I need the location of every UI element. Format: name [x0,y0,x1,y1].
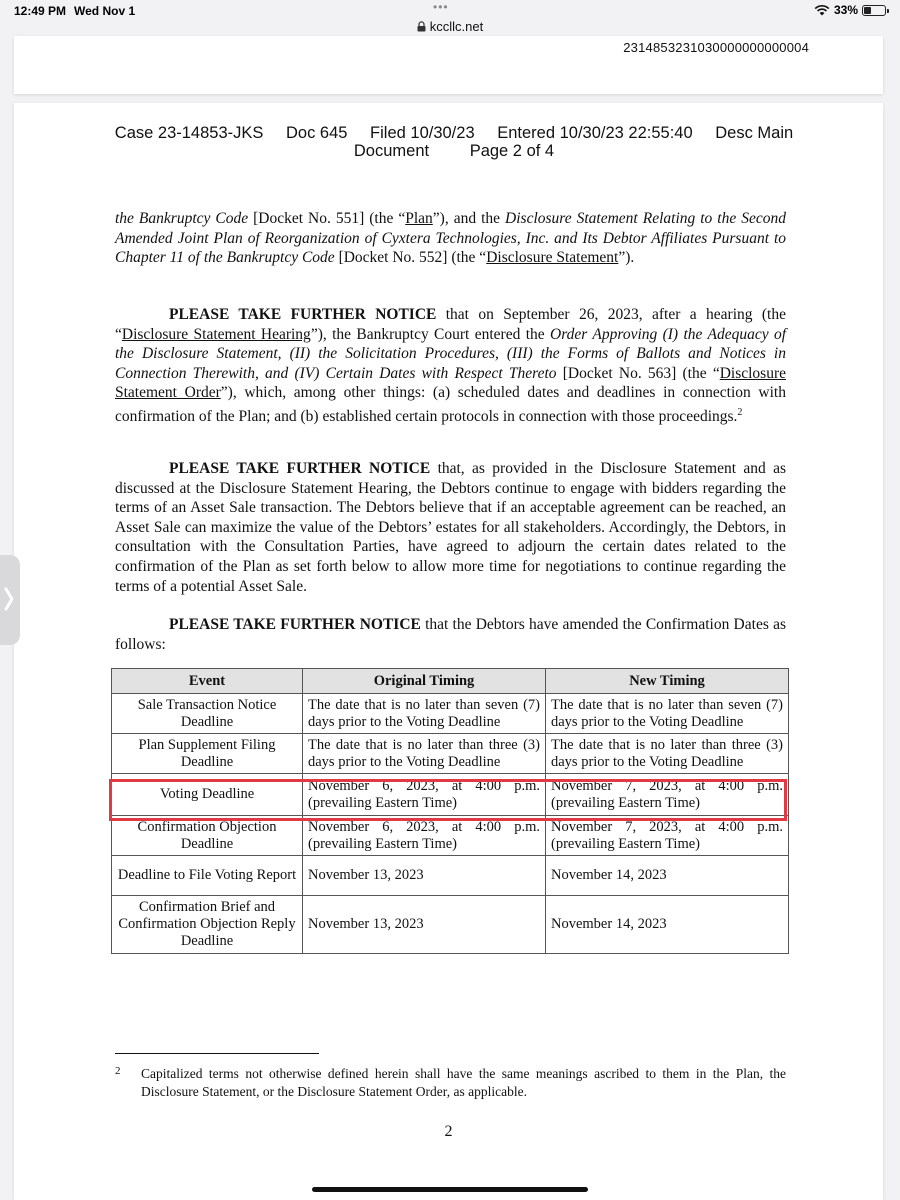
event-cell: Plan Supplement Filing Deadline [112,734,303,774]
new-timing-cell: November 7, 2023, at 4:00 p.m. (prevailing Eastern Time) [546,816,789,856]
original-timing-cell: November 13, 2023 [303,856,546,896]
battery-percent: 33% [833,3,858,17]
filed-date: Filed 10/30/23 [370,124,475,142]
event-cell: Confirmation Brief and Confirmation Objection Reply Deadline [112,896,303,954]
footnote [115,1065,786,1101]
desc: Desc Main [715,124,794,142]
column-header-original-timing: Original Timing [303,669,546,694]
address-bar[interactable] [0,16,900,36]
pdf-page [14,103,883,1200]
new-timing-cell: The date that is no later than seven (7) days prior to the Voting Deadline [546,694,789,734]
home-indicator[interactable] [312,1187,588,1192]
url-text[interactable]: kccllc.net [429,18,484,34]
battery-icon [862,5,886,16]
table-row [112,734,789,774]
page-indicator: Page 2 of 4 [469,142,555,160]
entered-date: Entered 10/30/23 22:55:40 [497,124,693,142]
event-cell: Sale Transaction Notice Deadline [112,694,303,734]
paragraph-amended-dates: PLEASE TAKE FURTHER NOTICE that the Debtors have amended the Confirmation Dates as follows: [115,616,786,653]
paragraph-plan-reference: the Bankruptcy Code [Docket No. 551] (the “Plan”), and the Disclosure Statement Relating to the Second Amended Joint Plan of Reorganization of Cyxtera Technologies, Inc. and Its Debtor Affiliates Pursuant to Chapter 11 of the Bankruptcy Code [Docket No. 552] (the “Disclosure Statement”). [115,210,786,267]
footnote-ref: 2 [737,406,743,418]
original-timing-cell: November 13, 2023 [303,896,546,954]
table-row [112,774,789,816]
table-row [112,816,789,856]
confirmation-dates-table [111,668,789,954]
new-timing-cell: The date that is no later than three (3) days prior to the Voting Deadline [546,734,789,774]
status-date: Wed Nov 1 [74,4,136,18]
column-header-new-timing: New Timing [546,669,789,694]
footnote-divider [115,1053,319,1054]
table-row [112,856,789,896]
new-timing-cell: November 7, 2023, at 4:00 p.m. (prevailing Eastern Time) [546,774,789,816]
table-header-row [112,669,789,694]
footnote-text: Capitalized terms not otherwise defined herein shall have the same meanings ascribed to them in the Plan, the Disclosure Statement, or the Disclosure Statement Order, as applicable. [141,1066,786,1099]
lock-icon [417,21,426,32]
original-timing-cell: The date that is no later than three (3) days prior to the Voting Deadline [303,734,546,774]
status-indicators [814,3,886,17]
new-timing-cell: November 14, 2023 [546,896,789,954]
case-header [109,124,799,160]
footnote-number: 2 [115,1065,121,1077]
wifi-icon [814,4,830,16]
paragraph-asset-sale: PLEASE TAKE FURTHER NOTICE that, as provided in the Disclosure Statement and as discussed at the Disclosure Statement Hearing, the Debtors continue to engage with bidders regarding the terms of an Asset Sale transaction. The Debtors believe that if an acceptable agreement can be reached, an Asset Sale can maximize the value of the Debtors’ estates for all stakeholders. Accordingly, the Debtors, in consultation with the Consultation Parties, have agreed to adjourn the certain dates related to the confirmation of the Plan as set forth below to allow more time for negotiations to continue regarding the terms of a potential Asset Sale. [115,460,786,595]
chevron-right-icon [3,585,15,613]
multitasking-dots[interactable]: ••• [433,0,449,14]
original-timing-cell: The date that is no later than seven (7) days prior to the Voting Deadline [303,694,546,734]
pdf-page-previous [14,36,883,94]
case-number: Case 23-14853-JKS [114,124,264,142]
event-cell: Deadline to File Voting Report [112,856,303,896]
event-cell: Confirmation Objection Deadline [112,816,303,856]
document-barcode-id: 2314853231030000000000004 [623,40,809,55]
table-row [112,694,789,734]
page-number: 2 [444,1123,453,1140]
table-row [112,896,789,954]
event-cell: Voting Deadline [112,774,303,816]
paragraph-disclosure-order: PLEASE TAKE FURTHER NOTICE that on September 26, 2023, after a hearing (the “Disclosure Statement Hearing”), the Bankruptcy Court entered the Order Approving (I) the Adequacy of the Disclosure Statement, (II) the Solicitation Procedures, (III) the Forms of Ballots and Notices in Connection Therewith, and (IV) Certain Dates with Respect Thereto [Docket No. 563] (the “Disclosure Statement Order”), which, among other things: (a) scheduled dates and deadlines in connection with confirmation of the Plan; and (b) established certain protocols in connection with those proceedings.$^2$ [115,306,786,426]
original-timing-cell: November 6, 2023, at 4:00 p.m. (prevailing Eastern Time) [303,774,546,816]
status-time: 12:49 PM [14,4,67,18]
doc-number: Doc 645 [285,124,348,142]
original-timing-cell: November 6, 2023, at 4:00 p.m. (prevailing Eastern Time) [303,816,546,856]
column-header-event: Event [112,669,303,694]
document-label: Document [353,142,430,160]
new-timing-cell: November 14, 2023 [546,856,789,896]
side-panel-handle[interactable] [0,555,20,645]
